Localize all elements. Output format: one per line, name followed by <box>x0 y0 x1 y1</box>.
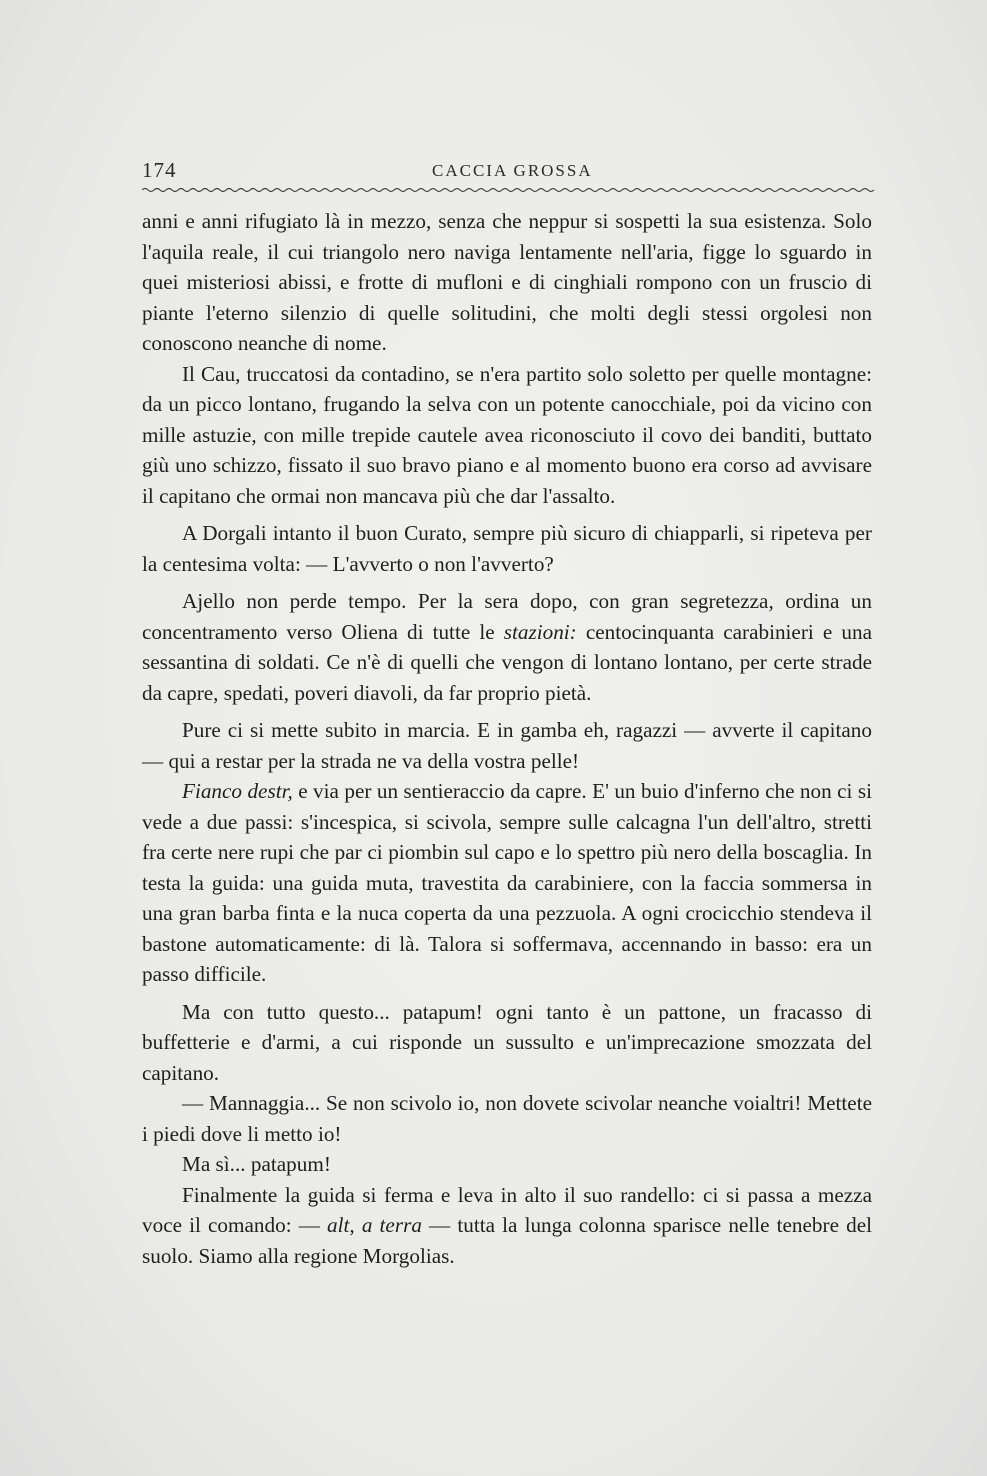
paragraph-5: Pure ci si mette subito in marcia. E in gamba eh, ragazzi — avverte il capitano — qui a restar per la strada ne va della vostra pelle! <box>142 718 872 773</box>
page-header <box>142 158 877 188</box>
paragraph-4 <box>142 586 872 708</box>
running-head: CACCIA GROSSA <box>432 161 593 180</box>
paragraph-1: anni e anni rifugiato là in mezzo, senza che neppur si sospetti la sua esistenza. Solo l'aquila reale, il cui triangolo nero naviga lentamente nell'aria, figge lo sguardo in quei misteriosi abissi, e frotte di mufloni e di cinghiali rompono con un fruscio di piante l'eterno silenzio di quelle solitudini, che molti degli stessi orgolesi non conoscono neanche di nome. <box>142 209 872 355</box>
body-text <box>142 206 872 1271</box>
paragraph-6-italic: Fianco destr, <box>182 779 293 803</box>
paragraph-9: Ma sì... patapum! <box>182 1152 331 1176</box>
paragraph-8: — Mannaggia... Se non scivolo io, non dovete scivolar neanche voialtri! Mettete i piedi dove li metto io! <box>142 1091 872 1146</box>
paragraph-6-text: e via per un sentieraccio da capre. E' un buio d'inferno che non ci si vede a due passi: s'incespica, si scivola, sempre sulle calcagna l'un dell'altro, stretti fra certe nere rupi che par ci piombin sul capo e lo spettro più nero della boscaglia. In testa la guida: una guida muta, travestita da carabiniere, con la faccia sommersa in una gran barba finta e la nuca coperta da una pezzuola. A ogni crocicchio stendeva il bastone automaticamente: di là. Talora si soffermava, accennando in basso: era un passo difficile. <box>142 779 872 986</box>
paragraph-4-text-b: centocinquanta carabinieri e una sessantina di soldati. Ce n'è di quelli che vengon di lontano lontano, per certe strade da capre, spedati, poveri diavoli, da far proprio pietà. <box>142 619 872 705</box>
paragraph-10-italic: alt, a terra <box>327 1213 422 1237</box>
paragraph-4-italic: stazioni: <box>503 619 577 644</box>
paragraph-3: A Dorgali intanto il buon Curato, sempre più sicuro di chiapparli, si ripeteva per la centesima volta: — L'avverto o non l'avverto? <box>142 521 872 576</box>
page-number: 174 <box>142 158 177 182</box>
paragraph-10-text-a: Finalmente la guida si ferma e leva in alto il suo randello: ci si passa a mezza voce il comando: — <box>142 1182 872 1237</box>
header-wavy-rule <box>142 186 877 194</box>
paragraph-4-text-a: Ajello non perde tempo. Per la sera dopo, con gran segretezza, ordina un concentramento verso Oliena di tutte le <box>142 589 872 644</box>
paragraph-10-text-b: — tutta la lunga colonna sparisce nelle tenebre del suolo. Siamo alla regione Morgolias. <box>142 1213 872 1268</box>
paragraph-7: Ma con tutto questo... patapum! ogni tanto è un pattone, un fracasso di buffetterie e d'armi, a cui risponde un sussulto e un'imprecazione smozzata del capitano. <box>142 999 872 1085</box>
paragraph-10 <box>142 1180 872 1272</box>
paragraph-6 <box>142 776 872 990</box>
paragraph-2: Il Cau, truccatosi da contadino, se n'era partito solo soletto per quelle montagne: da un picco lontano, frugando la selva con un potente canocchiale, poi da vicino con mille astuzie, con mille trepide cautele avea riconosciuto il covo dei banditi, buttato giù uno schizzo, fissato il suo bravo piano e al momento buono era corso ad avvisare il capitano che ormai non mancava più che dar l'assalto. <box>142 361 872 508</box>
